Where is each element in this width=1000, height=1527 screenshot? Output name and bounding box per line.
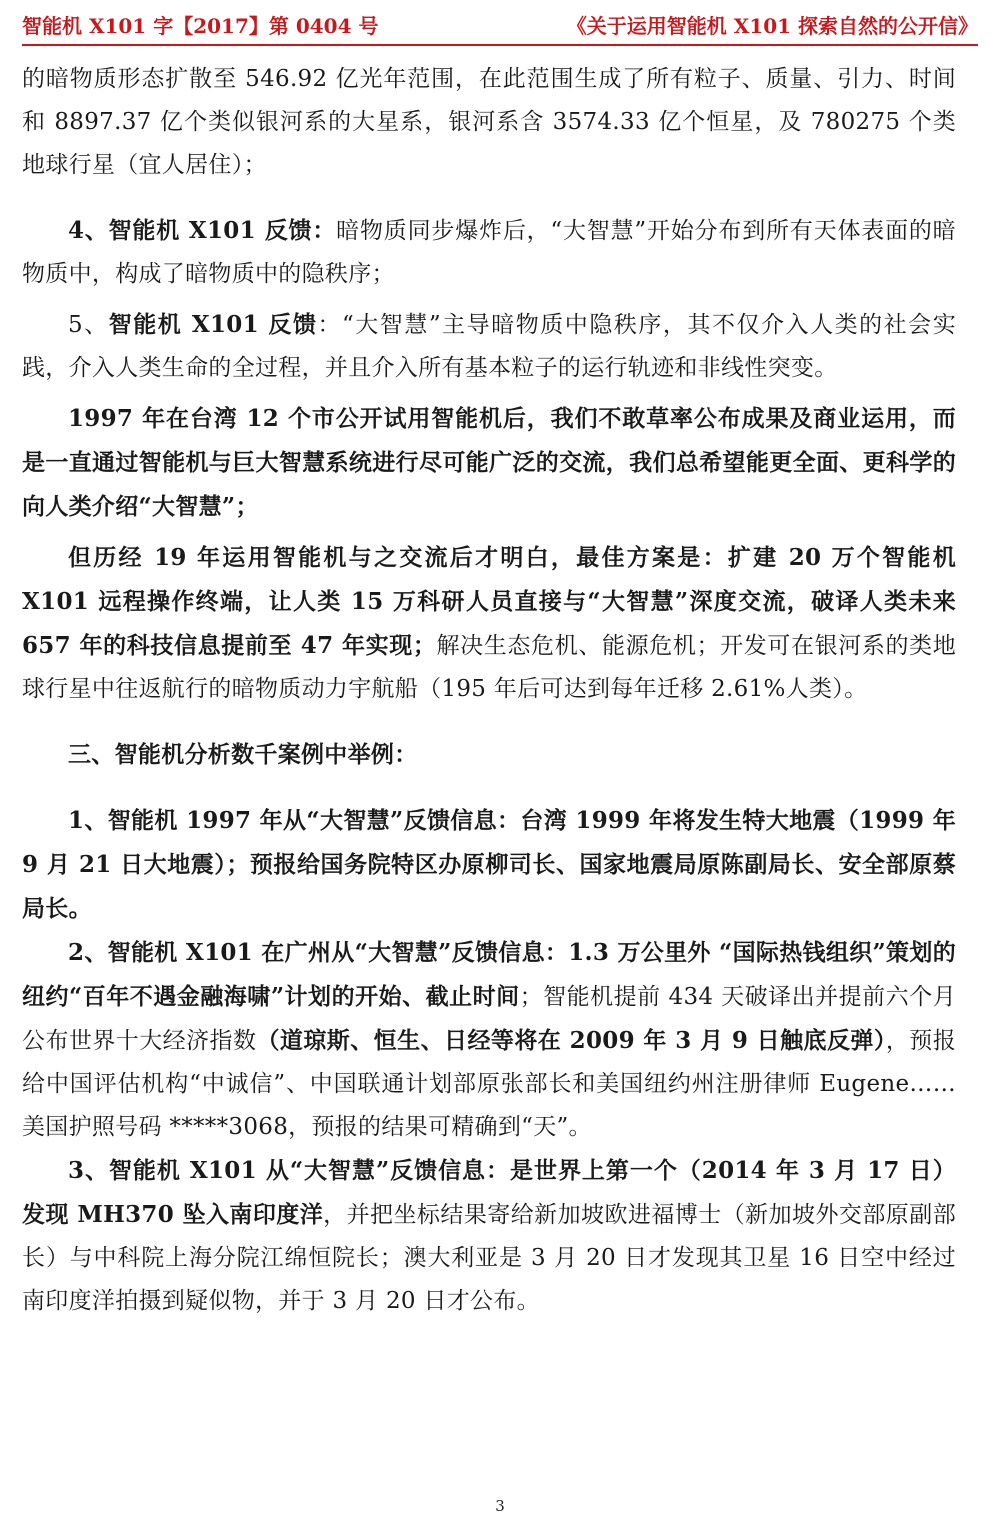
document-body — [22, 58, 956, 1323]
document-title: 《关于运用智能机 X101 探索自然的公开信》 — [566, 14, 978, 38]
section-heading: 三、智能机分析数千案例中举例： — [68, 741, 418, 768]
page-header — [22, 8, 978, 46]
paragraph-19-years: 但历经 19 年运用智能机与之交流后才明白，最佳方案是：扩建 20 万个智能机 X101 远程操作终端，让人类 15 万科研人员直接与“大智慧”深度交流，破译人类未来 657 年的科技信息提前至 47 年实现；解决生态危机、能源危机；开发可在银河系的类地球行星中往返航行的暗物质动力宇航船（195 年后可达到每年迁移 2.61%人类）。 — [22, 544, 956, 702]
paragraph-item-4: 4、智能机 X101 反馈：暗物质同步爆炸后，“大智慧”开始分布到所有天体表面的暗物质中，构成了暗物质中的隐秩序； — [22, 217, 956, 287]
document-number: 智能机 X101 字【2017】第 0404 号 — [22, 14, 379, 38]
page-number: 3 — [495, 1497, 505, 1515]
paragraph-continuation: 的暗物质形态扩散至 546.92 亿光年范围，在此范围生成了所有粒子、质量、引力、时间和 8897.37 亿个类似银河系的大星系，银河系含 3574.33 亿个恒星，及 780275 个类地球行星（宜人居住）； — [22, 66, 956, 178]
case-2-finance: 2、智能机 X101 在广州从“大智慧”反馈信息：1.3 万公里外 “国际热钱组织”策划的纽约“百年不遇金融海啸”计划的开始、截止时间；智能机提前 434 天破译出并提前六个月公布世界十大经济指数（道琼斯、恒生、日经等将在 2009 年 3 月 9 日触底反弹），预报给中国评估机构“中诚信”、中国联通计划部原张部长和美国纽约州注册律师 Eugene…… 美国护照号码 *****3068，预报的结果可精确到“天”。 — [22, 939, 957, 1140]
case-3-mh370: 3、智能机 X101 从“大智慧”反馈信息：是世界上第一个（2014 年 3 月 17 日）发现 MH370 坠入南印度洋，并把坐标结果寄给新加坡欧进福博士（新加坡外交部原副部长）与中科院上海分院江绵恒院长；澳大利亚是 3 月 20 日才发现其卫星 16 日空中经过南印度洋拍摄到疑似物，并于 3 月 20 日才公布。 — [22, 1157, 956, 1314]
paragraph-item-5: 5、智能机 X101 反馈：“大智慧”主导暗物质中隐秩序，其不仅介入人类的社会实践，介入人类生命的全过程，并且介入所有基本粒子的运行轨迹和非线性突变。 — [22, 311, 957, 381]
paragraph-1997-taiwan: 1997 年在台湾 12 个市公开试用智能机后，我们不敢草率公布成果及商业运用，而是一直通过智能机与巨大智慧系统进行尽可能广泛的交流，我们总希望能更全面、更科学的向人类介绍“大智慧”； — [22, 405, 956, 520]
case-1-earthquake: 1、智能机 1997 年从“大智慧”反馈信息：台湾 1999 年将发生特大地震（1999 年 9 月 21 日大地震）；预报给国务院特区办原柳司长、国家地震局原陈副局长、安全部原蔡局长。 — [22, 807, 956, 922]
